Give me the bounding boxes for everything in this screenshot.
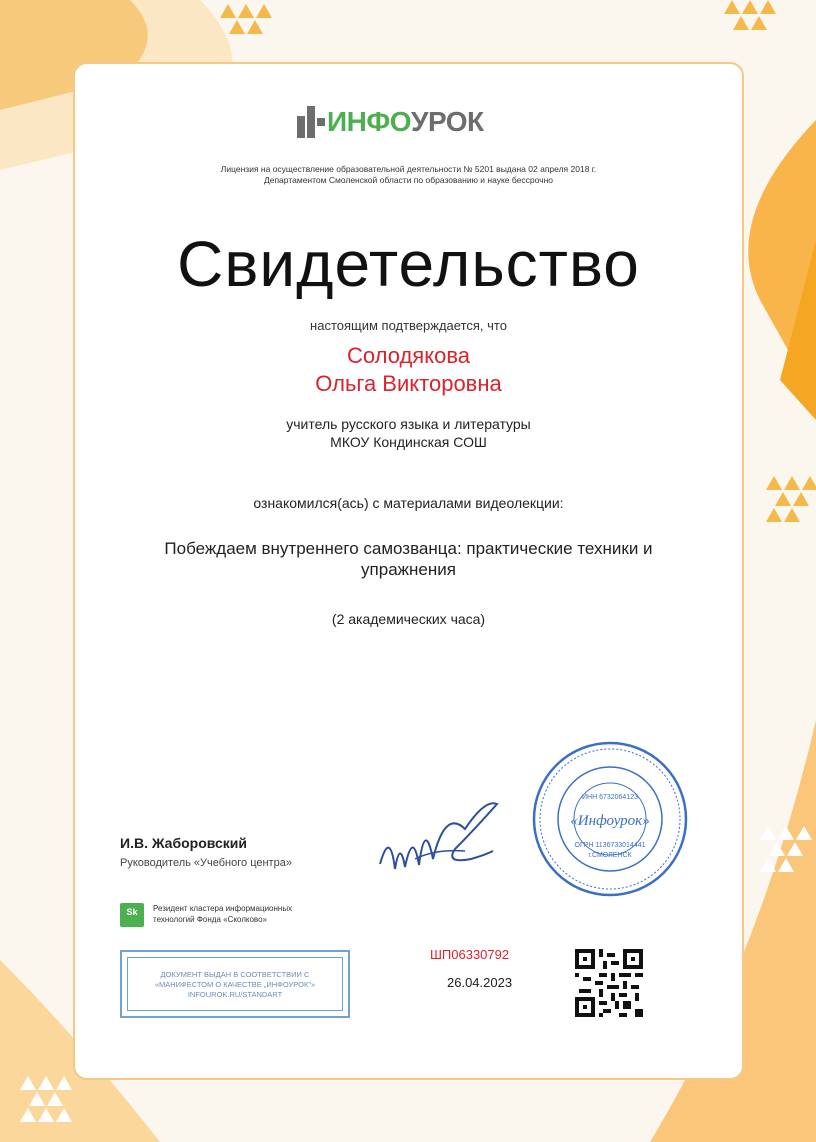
recipient-surname: Солодякова <box>346 343 470 368</box>
seal-ogrn: ОГРН 1136733014441 <box>574 842 646 849</box>
signer-role: Руководитель «Учебного центра» <box>120 857 292 869</box>
license-text <box>75 164 742 186</box>
course-title-line-2: упражнения <box>361 560 456 579</box>
recipient-given-names: Ольга Викторовна <box>315 371 502 396</box>
certificate-title: Свидетельство <box>177 228 640 300</box>
logo-text-urok: УРОК <box>411 106 484 137</box>
certificate-code: ШП06330792 <box>430 947 510 962</box>
skolkovo-line-2: технологий Фонда «Сколково» <box>153 915 267 924</box>
license-line-2: Департаментом Смоленской области по образованию и науке бессрочно <box>263 175 554 185</box>
recipient-job: учитель русского языка и литературы <box>286 416 531 432</box>
seal-icon <box>530 739 690 899</box>
course-title-line-1: Побеждаем внутреннего самозванца: практические техники и <box>164 539 653 558</box>
seal-city: г.СМОЛЕНСК <box>588 852 632 859</box>
confirm-text: настоящим подтверждается, что <box>310 318 507 333</box>
logo-mark-icon <box>297 106 325 138</box>
manifest-line-3: INFOUROK.RU/STANDART <box>187 990 283 999</box>
course-title <box>75 538 742 580</box>
certificate-date: 26.04.2023 <box>447 975 513 990</box>
qr-code-icon[interactable] <box>575 949 643 1017</box>
intro-text: ознакомился(ась) с материалами видеолекции: <box>253 495 564 511</box>
recipient-position <box>75 415 742 451</box>
signature-icon <box>375 789 505 889</box>
seal-inn: ИНН 6732064123 <box>581 794 639 801</box>
infourok-logo <box>297 104 484 140</box>
license-line-1: Лицензия на осуществление образовательной деятельности № 5201 выдана 02 апреля 2018 г. <box>220 164 597 174</box>
recipient-name <box>75 342 742 398</box>
manifest-stamp <box>120 950 350 1018</box>
skolkovo-logo: Sk <box>120 903 144 927</box>
skolkovo-text <box>153 903 333 925</box>
seal-center-text: «Инфоурок» <box>570 813 650 829</box>
manifest-stamp-inner <box>127 957 343 1011</box>
certificate-card <box>73 62 744 1080</box>
manifest-line-2: «МАНИФЕСТОМ О КАЧЕСТВЕ „ИНФОУРОК"» <box>154 980 316 989</box>
recipient-school: МКОУ Кондинская СОШ <box>330 434 487 450</box>
logo-text-info: ИНФО <box>327 106 412 137</box>
manifest-line-1: ДОКУМЕНТ ВЫДАН В СООТВЕТСТВИИ С <box>160 970 310 979</box>
signer-name: И.В. Жаборовский <box>120 835 248 851</box>
course-hours: (2 академических часа) <box>331 611 486 627</box>
skolkovo-line-1: Резидент кластера информационных <box>153 904 293 913</box>
